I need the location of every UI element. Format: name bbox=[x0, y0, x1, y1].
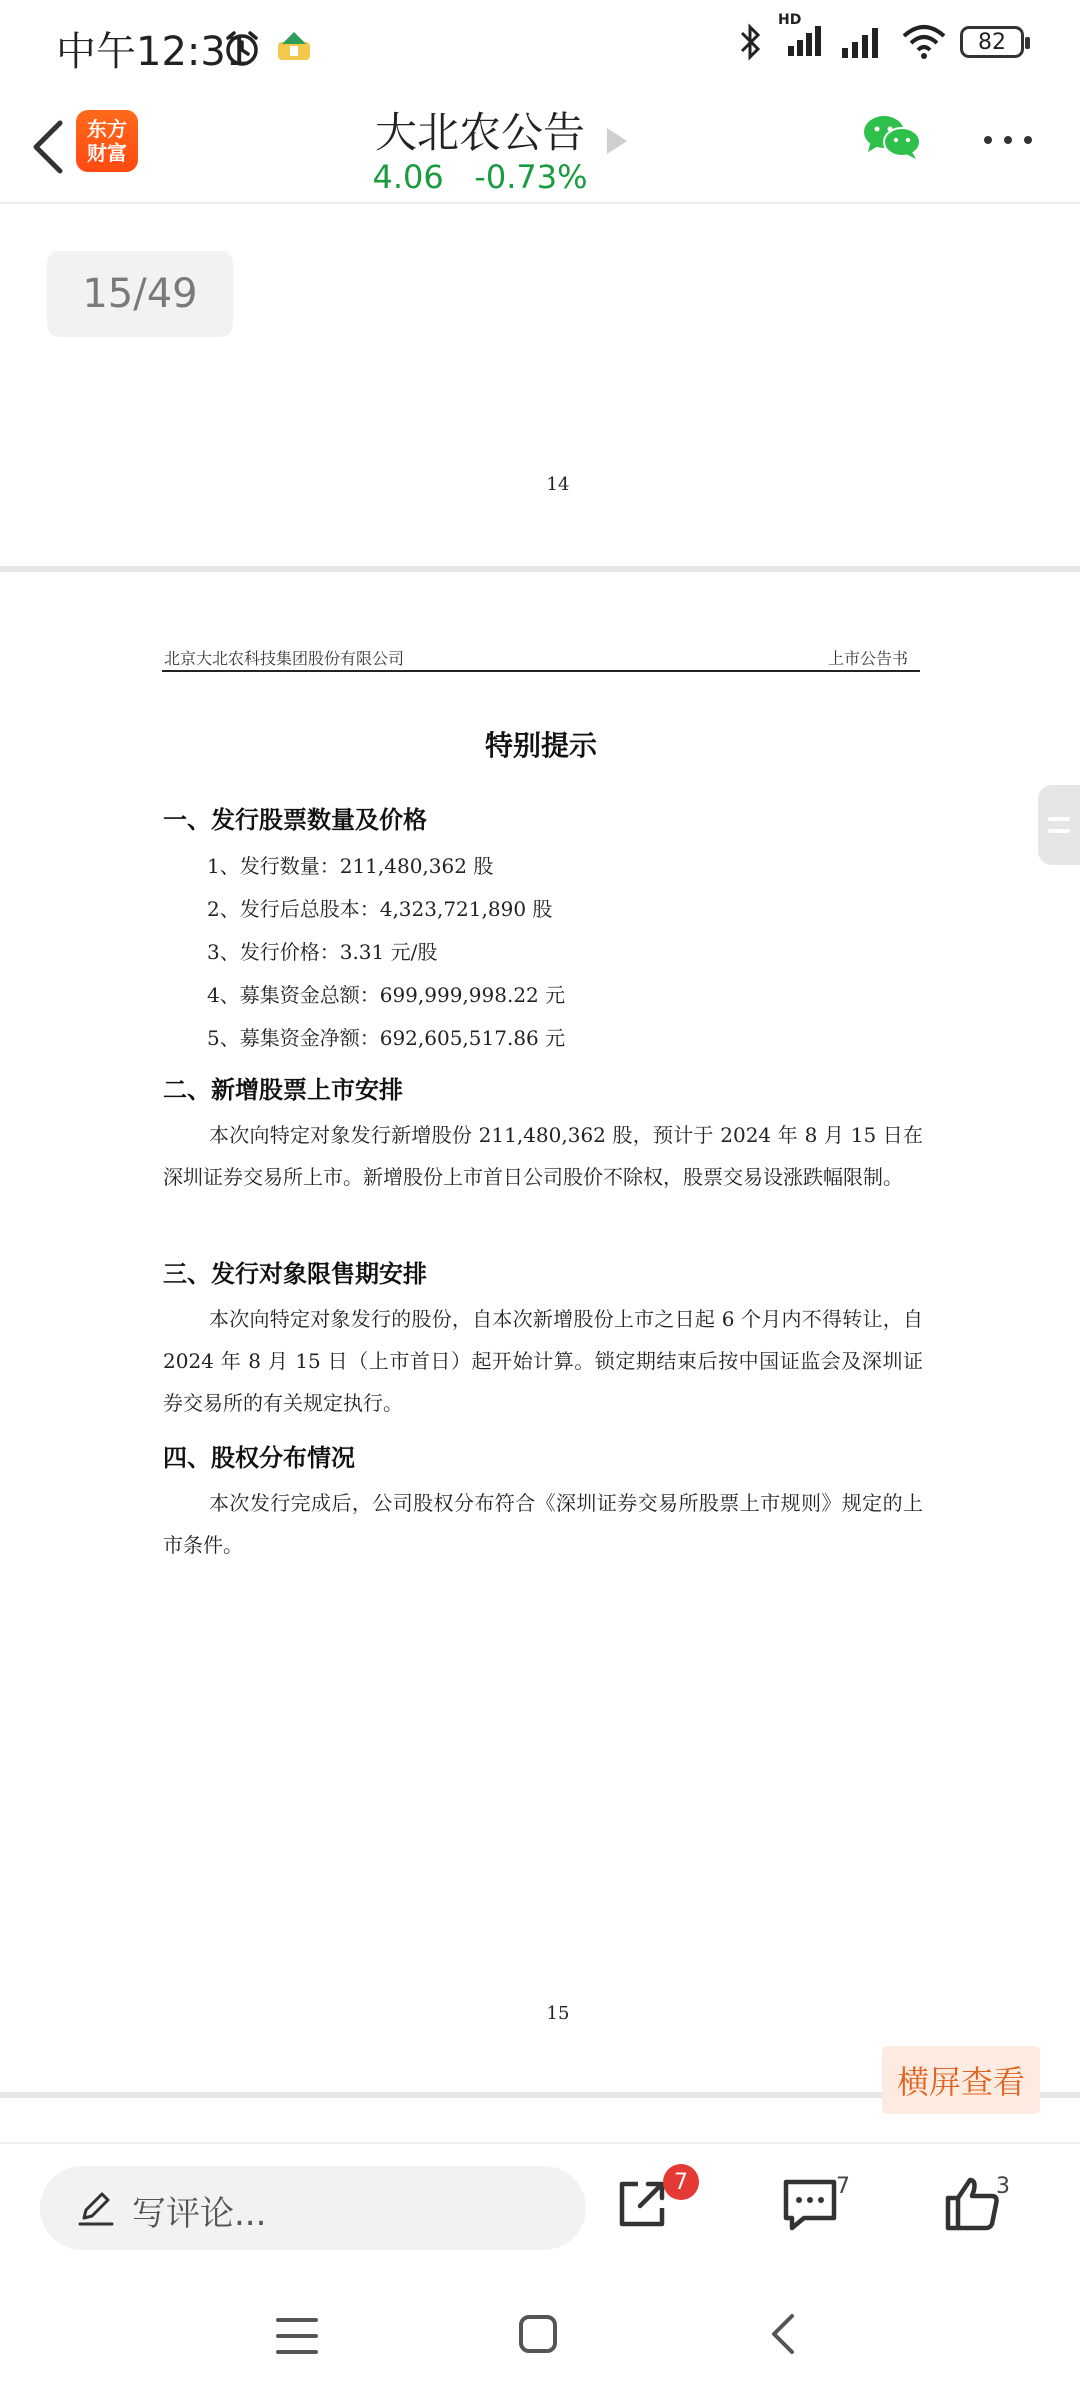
section-paragraph: 本次向特定对象发行的股份，自本次新增股份上市之日起 6 个月内不得转让，自 2024 年 8 月 15 日（上市首日）起开始计算。锁定期结束后按中国证监会及深圳证券交易所的有关规定执行。 bbox=[163, 1307, 923, 1415]
comments-icon[interactable] bbox=[780, 2174, 840, 2234]
page-title: 大北农公告 bbox=[374, 108, 585, 157]
hd-label: HD bbox=[778, 12, 802, 28]
signal-icon-2 bbox=[840, 24, 888, 60]
handle-line bbox=[1048, 817, 1070, 821]
back-nav-icon[interactable] bbox=[768, 2312, 798, 2356]
like-thumb-icon[interactable] bbox=[942, 2174, 1002, 2234]
bottom-toolbar bbox=[0, 2142, 1080, 2274]
doc-header-doctype: 上市公告书 bbox=[827, 649, 908, 668]
prev-page-number: 14 bbox=[546, 474, 570, 495]
signal-hd-wrapper bbox=[778, 12, 826, 62]
system-nav-bar bbox=[0, 2272, 1080, 2400]
menu-icon[interactable] bbox=[276, 2316, 318, 2356]
document-title: 特别提示 bbox=[484, 729, 597, 762]
back-arrow-icon bbox=[28, 117, 68, 177]
bluetooth-icon bbox=[738, 22, 764, 62]
comments-count: 7 bbox=[836, 2174, 850, 2199]
home-icon[interactable] bbox=[518, 2314, 558, 2354]
home-app-icon bbox=[276, 28, 312, 64]
comment-placeholder: 写评论... bbox=[132, 2194, 267, 2234]
likes-count: 3 bbox=[996, 2174, 1010, 2199]
stock-price-line bbox=[340, 158, 620, 196]
list-item: 5、募集资金净额：692,605,517.86 元 bbox=[207, 1026, 566, 1050]
play-triangle-icon[interactable] bbox=[605, 126, 629, 156]
list-item: 2、发行后总股本：4,323,721,890 股 bbox=[207, 897, 553, 921]
section-paragraph: 本次向特定对象发行新增股份 211,480,362 股，预计于 2024 年 8 月 15 日在深圳证券交易所上市。新增股份上市首日公司股价不除权，股票交易设涨跌幅限制。 bbox=[163, 1123, 923, 1189]
page-number: 15 bbox=[546, 2003, 570, 2024]
comment-input[interactable] bbox=[40, 2166, 586, 2250]
landscape-view-button[interactable]: 横屏查看 bbox=[882, 2046, 1040, 2114]
status-time: 中午12:31 bbox=[56, 29, 252, 75]
section-paragraph: 本次发行完成后，公司股权分布符合《深圳证券交易所股票上市规则》规定的上市条件。 bbox=[163, 1491, 923, 1557]
list-item: 3、发行价格：3.31 元/股 bbox=[207, 940, 438, 964]
stock-change: -0.73% bbox=[474, 158, 588, 196]
status-icons bbox=[738, 12, 1024, 62]
wechat-share-icon[interactable] bbox=[862, 112, 922, 162]
list-item: 4、募集资金总额：699,999,998.22 元 bbox=[207, 983, 566, 1007]
app-logo-line2: 财富 bbox=[87, 141, 127, 165]
section-heading: 一、发行股票数量及价格 bbox=[163, 806, 427, 834]
app-logo-line1: 东方 bbox=[87, 117, 127, 141]
app-header bbox=[0, 96, 1080, 204]
document-running-header bbox=[162, 648, 920, 672]
list-item: 1、发行数量：211,480,362 股 bbox=[207, 854, 494, 878]
wifi-icon bbox=[902, 24, 946, 60]
battery-indicator: 82 bbox=[960, 26, 1024, 58]
more-options-icon[interactable] bbox=[980, 130, 1036, 150]
page-separator bbox=[0, 566, 1080, 572]
handle-line bbox=[1048, 829, 1070, 833]
section-heading: 三、发行对象限售期安排 bbox=[163, 1260, 427, 1288]
title-block[interactable] bbox=[340, 96, 620, 196]
stock-price: 4.06 bbox=[372, 158, 444, 196]
app-logo[interactable] bbox=[76, 110, 138, 172]
side-drawer-handle[interactable] bbox=[1038, 785, 1080, 865]
page-counter: 15/49 bbox=[47, 251, 233, 337]
doc-header-company: 北京大北农科技集团股份有限公司 bbox=[164, 649, 405, 668]
back-button[interactable] bbox=[18, 112, 78, 182]
section-heading: 四、股权分布情况 bbox=[163, 1444, 355, 1472]
pencil-icon bbox=[76, 2188, 116, 2228]
alarm-icon bbox=[222, 28, 262, 68]
section-heading: 二、新增股票上市安排 bbox=[163, 1076, 403, 1104]
status-bar bbox=[0, 0, 1080, 96]
share-badge: 7 bbox=[663, 2164, 699, 2200]
